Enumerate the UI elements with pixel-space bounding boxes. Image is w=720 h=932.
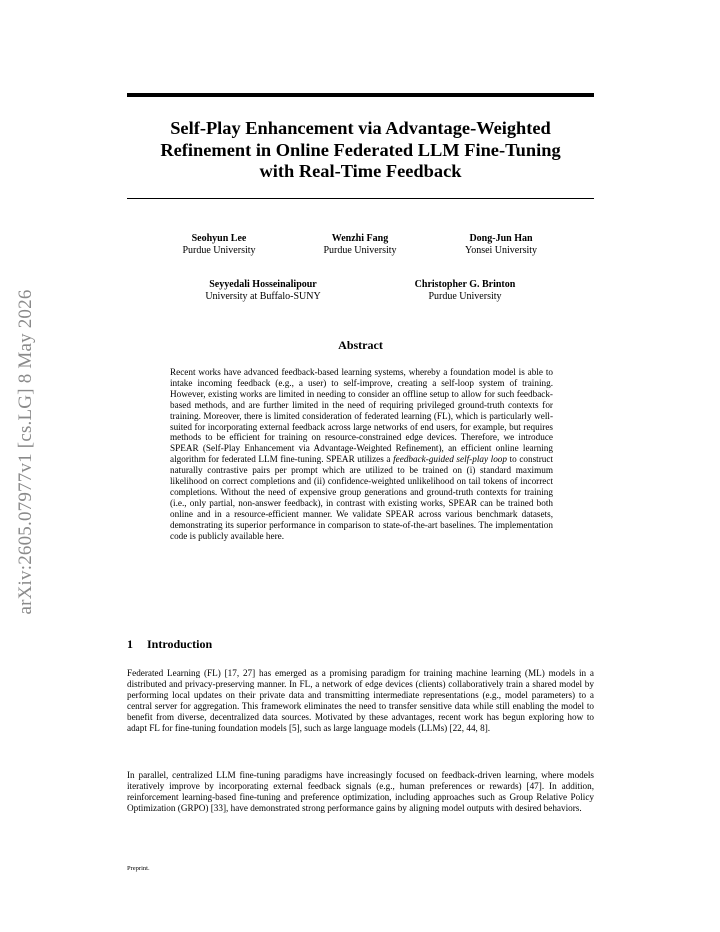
author-name: Christopher G. Brinton xyxy=(414,279,516,290)
paper-title xyxy=(127,118,594,183)
title-line-1: Self-Play Enhancement via Advantage-Weighted xyxy=(170,118,551,138)
abstract-text: to construct naturally contrastive pairs per prompt which are utilized to be trained on (i) standard maximum likelihood on correct completions and (ii) confidence-weighted unlikelihood on tail tokens of incorrect completions. Without the need of expensive group generations and ground-truth contexts for training (i.e., only partial, non-answer feedback), in contrast with existing works, SPEAR can be trained both online and in a resource-efficient manner. We validate SPEAR across various benchmark datasets, demonstrating its superior performance in comparison to state-of-the-art baselines. The implementation code is publicly available here. xyxy=(170,454,554,541)
author-block xyxy=(178,279,348,303)
title-bottom-rule xyxy=(127,198,594,199)
author-block xyxy=(416,233,586,257)
author-name: Seyyedali Hosseinalipour xyxy=(209,279,317,290)
title-top-rule xyxy=(127,93,594,97)
title-line-3: with Real-Time Feedback xyxy=(259,161,462,181)
author-block xyxy=(380,279,550,303)
abstract-italic-term: feedback-guided self-play loop xyxy=(393,454,507,465)
abstract-text: Recent works have advanced feedback-based learning systems, whereby a foundation model is able to intake incoming feedback (e.g., a user) to self-improve, creating a self-loop system of training. However, existing works are limited in needing to consider an offline setup to allow for such feedback-based methods, and are further limited in the need of requiring privileged ground-truth contexts for training. Moreover, there is limited consideration of federated learning (FL), which is particularly well-suited for incorporating external feedback across large networks of end users, for example, but requires methods to be efficient for training on resource-constrained edge devices. Therefore, we introduce SPEAR (Self-Play Enhancement via Advantage-Weighted Refinement), an efficient online learning algorithm for federated LLM fine-tuning. SPEAR utilizes a xyxy=(170,367,553,465)
section-title: Introduction xyxy=(147,637,213,651)
abstract-body xyxy=(170,367,553,542)
title-line-2: Refinement in Online Federated LLM Fine-Tuning xyxy=(160,139,561,160)
arxiv-sidebar xyxy=(14,262,38,642)
author-name: Dong-Jun Han xyxy=(469,233,533,244)
author-affiliation: Yonsei University xyxy=(464,245,538,256)
arxiv-identifier: arXiv:2605.07977v1 [cs.LG] 8 May 2026 xyxy=(15,289,36,615)
author-affiliation: University at Buffalo-SUNY xyxy=(205,291,321,302)
author-name: Seohyun Lee xyxy=(191,233,247,244)
intro-paragraph-1: Federated Learning (FL) [17, 27] has emerged as a promising paradigm for training machine learning (ML) models in a distributed and privacy-preserving manner. In FL, a network of edge devices (clients) collaboratively train a shared model by performing local updates on their private data and transmitting intermediate representations (e.g., model parameters) to a central server for aggregation. This framework eliminates the need to transfer sensitive data while still enabling the model to benefit from diverse, decentralized data sources. Motivated by these advantages, recent work has begun exploring how to adapt FL for fine-tuning foundation models [5], such as large language models (LLMs) [22, 44, 8]. xyxy=(127,668,594,733)
section-heading-introduction xyxy=(127,637,212,652)
abstract-heading: Abstract xyxy=(338,338,383,352)
intro-paragraph-2: In parallel, centralized LLM fine-tuning paradigms have increasingly focused on feedback-driven learning, where models iteratively improve by incorporating external feedback signals (e.g., human preferences or rewards) [47]. In addition, reinforcement learning-based fine-tuning and preference optimization, including approaches such as Group Relative Policy Optimization (GRPO) [33], have demonstrated strong performance gains by aligning model outputs with desired behaviors. xyxy=(127,770,594,813)
author-name: Wenzhi Fang xyxy=(331,233,389,244)
author-affiliation: Purdue University xyxy=(428,291,502,302)
author-affiliation: Purdue University xyxy=(182,245,256,256)
author-affiliation: Purdue University xyxy=(323,245,397,256)
footer-preprint: Preprint. xyxy=(127,865,150,872)
section-number: 1 xyxy=(127,637,133,651)
